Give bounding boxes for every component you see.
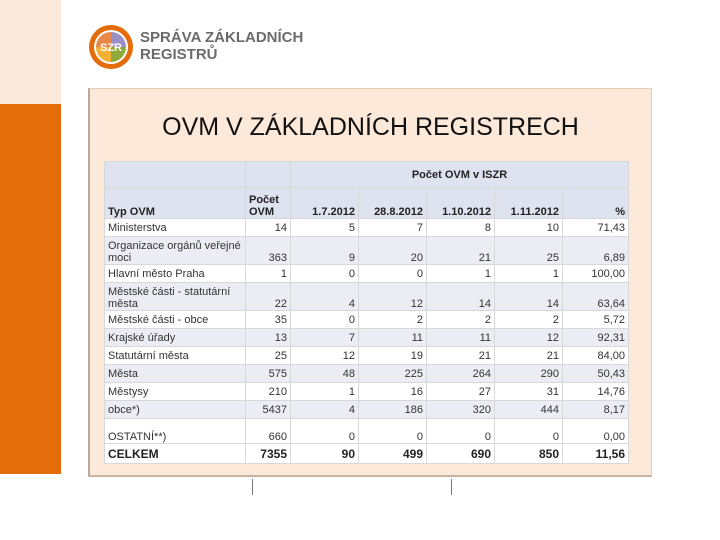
- row-type-cell: obce*): [105, 401, 246, 419]
- row-value-cell: 21: [427, 237, 495, 265]
- row-value-cell: 7: [359, 219, 427, 237]
- row-value-cell: 0: [291, 265, 359, 283]
- row-value-cell: 12: [359, 283, 427, 311]
- row-type-cell: Města: [105, 365, 246, 383]
- row-value-cell: 575: [246, 365, 291, 383]
- row-value-cell: 4: [291, 283, 359, 311]
- logo-badge-text: SZR: [100, 42, 122, 54]
- table-group-header-row: [105, 162, 629, 188]
- logo-line-2: REGISTRŮ: [140, 46, 218, 63]
- table-row: [105, 365, 629, 383]
- divider-tick-left: [252, 479, 253, 495]
- table-row: [105, 311, 629, 329]
- ovm-table-container: [104, 161, 628, 464]
- row-value-cell: 11: [427, 329, 495, 347]
- row-type-cell: Hlavní město Praha: [105, 265, 246, 283]
- row-value-cell: 225: [359, 365, 427, 383]
- row-value-cell: 10: [495, 219, 563, 237]
- row-value-cell: 84,00: [563, 347, 629, 365]
- row-value-cell: 0: [495, 419, 563, 444]
- row-value-cell: 5437: [246, 401, 291, 419]
- row-value-cell: 7: [291, 329, 359, 347]
- total-value-cell: 11,56: [563, 444, 629, 464]
- ovm-table: [104, 161, 629, 464]
- row-value-cell: 444: [495, 401, 563, 419]
- header-date-4: 1.11.2012: [495, 188, 563, 219]
- total-value-cell: 7355: [246, 444, 291, 464]
- row-value-cell: 4: [291, 401, 359, 419]
- row-value-cell: 19: [359, 347, 427, 365]
- szr-logo: [88, 24, 328, 72]
- row-value-cell: 21: [427, 347, 495, 365]
- row-value-cell: 2: [427, 311, 495, 329]
- header-date-1: 1.7.2012: [291, 188, 359, 219]
- header-percent: %: [563, 188, 629, 219]
- row-type-cell: OSTATNÍ**): [105, 419, 246, 444]
- header-date-2: 28.8.2012: [359, 188, 427, 219]
- row-type-cell: Statutární města: [105, 347, 246, 365]
- row-value-cell: 2: [495, 311, 563, 329]
- row-value-cell: 31: [495, 383, 563, 401]
- row-value-cell: 20: [359, 237, 427, 265]
- table-row: [105, 401, 629, 419]
- logo-text: [140, 29, 303, 63]
- row-value-cell: 6,89: [563, 237, 629, 265]
- table-row: [105, 419, 629, 444]
- header-type: Typ OVM: [105, 188, 246, 219]
- table-total-row: [105, 444, 629, 464]
- total-value-cell: 850: [495, 444, 563, 464]
- table-row: [105, 347, 629, 365]
- slide-title: OVM V ZÁKLADNÍCH REGISTRECH: [162, 113, 579, 141]
- row-value-cell: 186: [359, 401, 427, 419]
- row-value-cell: 5: [291, 219, 359, 237]
- row-value-cell: 0,00: [563, 419, 629, 444]
- total-value-cell: 499: [359, 444, 427, 464]
- row-value-cell: 12: [291, 347, 359, 365]
- row-type-cell: Organizace orgánů veřejné moci: [105, 237, 246, 265]
- table-header-row: [105, 188, 629, 219]
- row-value-cell: 363: [246, 237, 291, 265]
- row-value-cell: 8,17: [563, 401, 629, 419]
- row-type-cell: Ministerstva: [105, 219, 246, 237]
- row-value-cell: 11: [359, 329, 427, 347]
- row-value-cell: 2: [359, 311, 427, 329]
- row-value-cell: 1: [495, 265, 563, 283]
- row-value-cell: 9: [291, 237, 359, 265]
- row-value-cell: 100,00: [563, 265, 629, 283]
- row-value-cell: 71,43: [563, 219, 629, 237]
- row-value-cell: 210: [246, 383, 291, 401]
- row-value-cell: 50,43: [563, 365, 629, 383]
- row-type-cell: Krajské úřady: [105, 329, 246, 347]
- table-row: [105, 383, 629, 401]
- table-row: [105, 237, 629, 265]
- table-row: [105, 265, 629, 283]
- row-value-cell: 1: [291, 383, 359, 401]
- row-type-cell: Městské části - obce: [105, 311, 246, 329]
- row-value-cell: 48: [291, 365, 359, 383]
- row-value-cell: 27: [427, 383, 495, 401]
- row-value-cell: 63,64: [563, 283, 629, 311]
- row-value-cell: 264: [427, 365, 495, 383]
- row-value-cell: 290: [495, 365, 563, 383]
- table-row: [105, 283, 629, 311]
- top-left-accent: [0, 0, 61, 104]
- header-count: Počet OVM: [246, 188, 291, 219]
- total-value-cell: 90: [291, 444, 359, 464]
- row-value-cell: 8: [427, 219, 495, 237]
- row-value-cell: 14: [246, 219, 291, 237]
- row-value-cell: 92,31: [563, 329, 629, 347]
- divider-tick-right: [451, 479, 452, 495]
- row-value-cell: 16: [359, 383, 427, 401]
- left-orange-bar: [0, 104, 61, 474]
- row-value-cell: 25: [495, 237, 563, 265]
- row-value-cell: 22: [246, 283, 291, 311]
- row-value-cell: 5,72: [563, 311, 629, 329]
- row-value-cell: 1: [427, 265, 495, 283]
- row-value-cell: 0: [291, 311, 359, 329]
- row-value-cell: 21: [495, 347, 563, 365]
- total-label-cell: CELKEM: [105, 444, 246, 464]
- row-value-cell: 14,76: [563, 383, 629, 401]
- szr-logo-icon: [88, 24, 134, 70]
- total-value-cell: 690: [427, 444, 495, 464]
- table-row: [105, 219, 629, 237]
- row-value-cell: 0: [359, 419, 427, 444]
- row-value-cell: 0: [427, 419, 495, 444]
- row-value-cell: 1: [246, 265, 291, 283]
- row-value-cell: 0: [359, 265, 427, 283]
- row-value-cell: 14: [495, 283, 563, 311]
- row-value-cell: 320: [427, 401, 495, 419]
- row-value-cell: 14: [427, 283, 495, 311]
- row-type-cell: Městysy: [105, 383, 246, 401]
- row-value-cell: 35: [246, 311, 291, 329]
- row-value-cell: 25: [246, 347, 291, 365]
- row-value-cell: 660: [246, 419, 291, 444]
- logo-line-1: SPRÁVA ZÁKLADNÍCH: [140, 29, 304, 46]
- header-empty-cell: [246, 162, 291, 188]
- row-type-cell: Městské části - statutární města: [105, 283, 246, 311]
- header-empty-cell: [105, 162, 246, 188]
- header-date-3: 1.10.2012: [427, 188, 495, 219]
- table-row: [105, 329, 629, 347]
- row-value-cell: 13: [246, 329, 291, 347]
- row-value-cell: 12: [495, 329, 563, 347]
- row-value-cell: 0: [291, 419, 359, 444]
- group-header: Počet OVM v ISZR: [291, 162, 629, 188]
